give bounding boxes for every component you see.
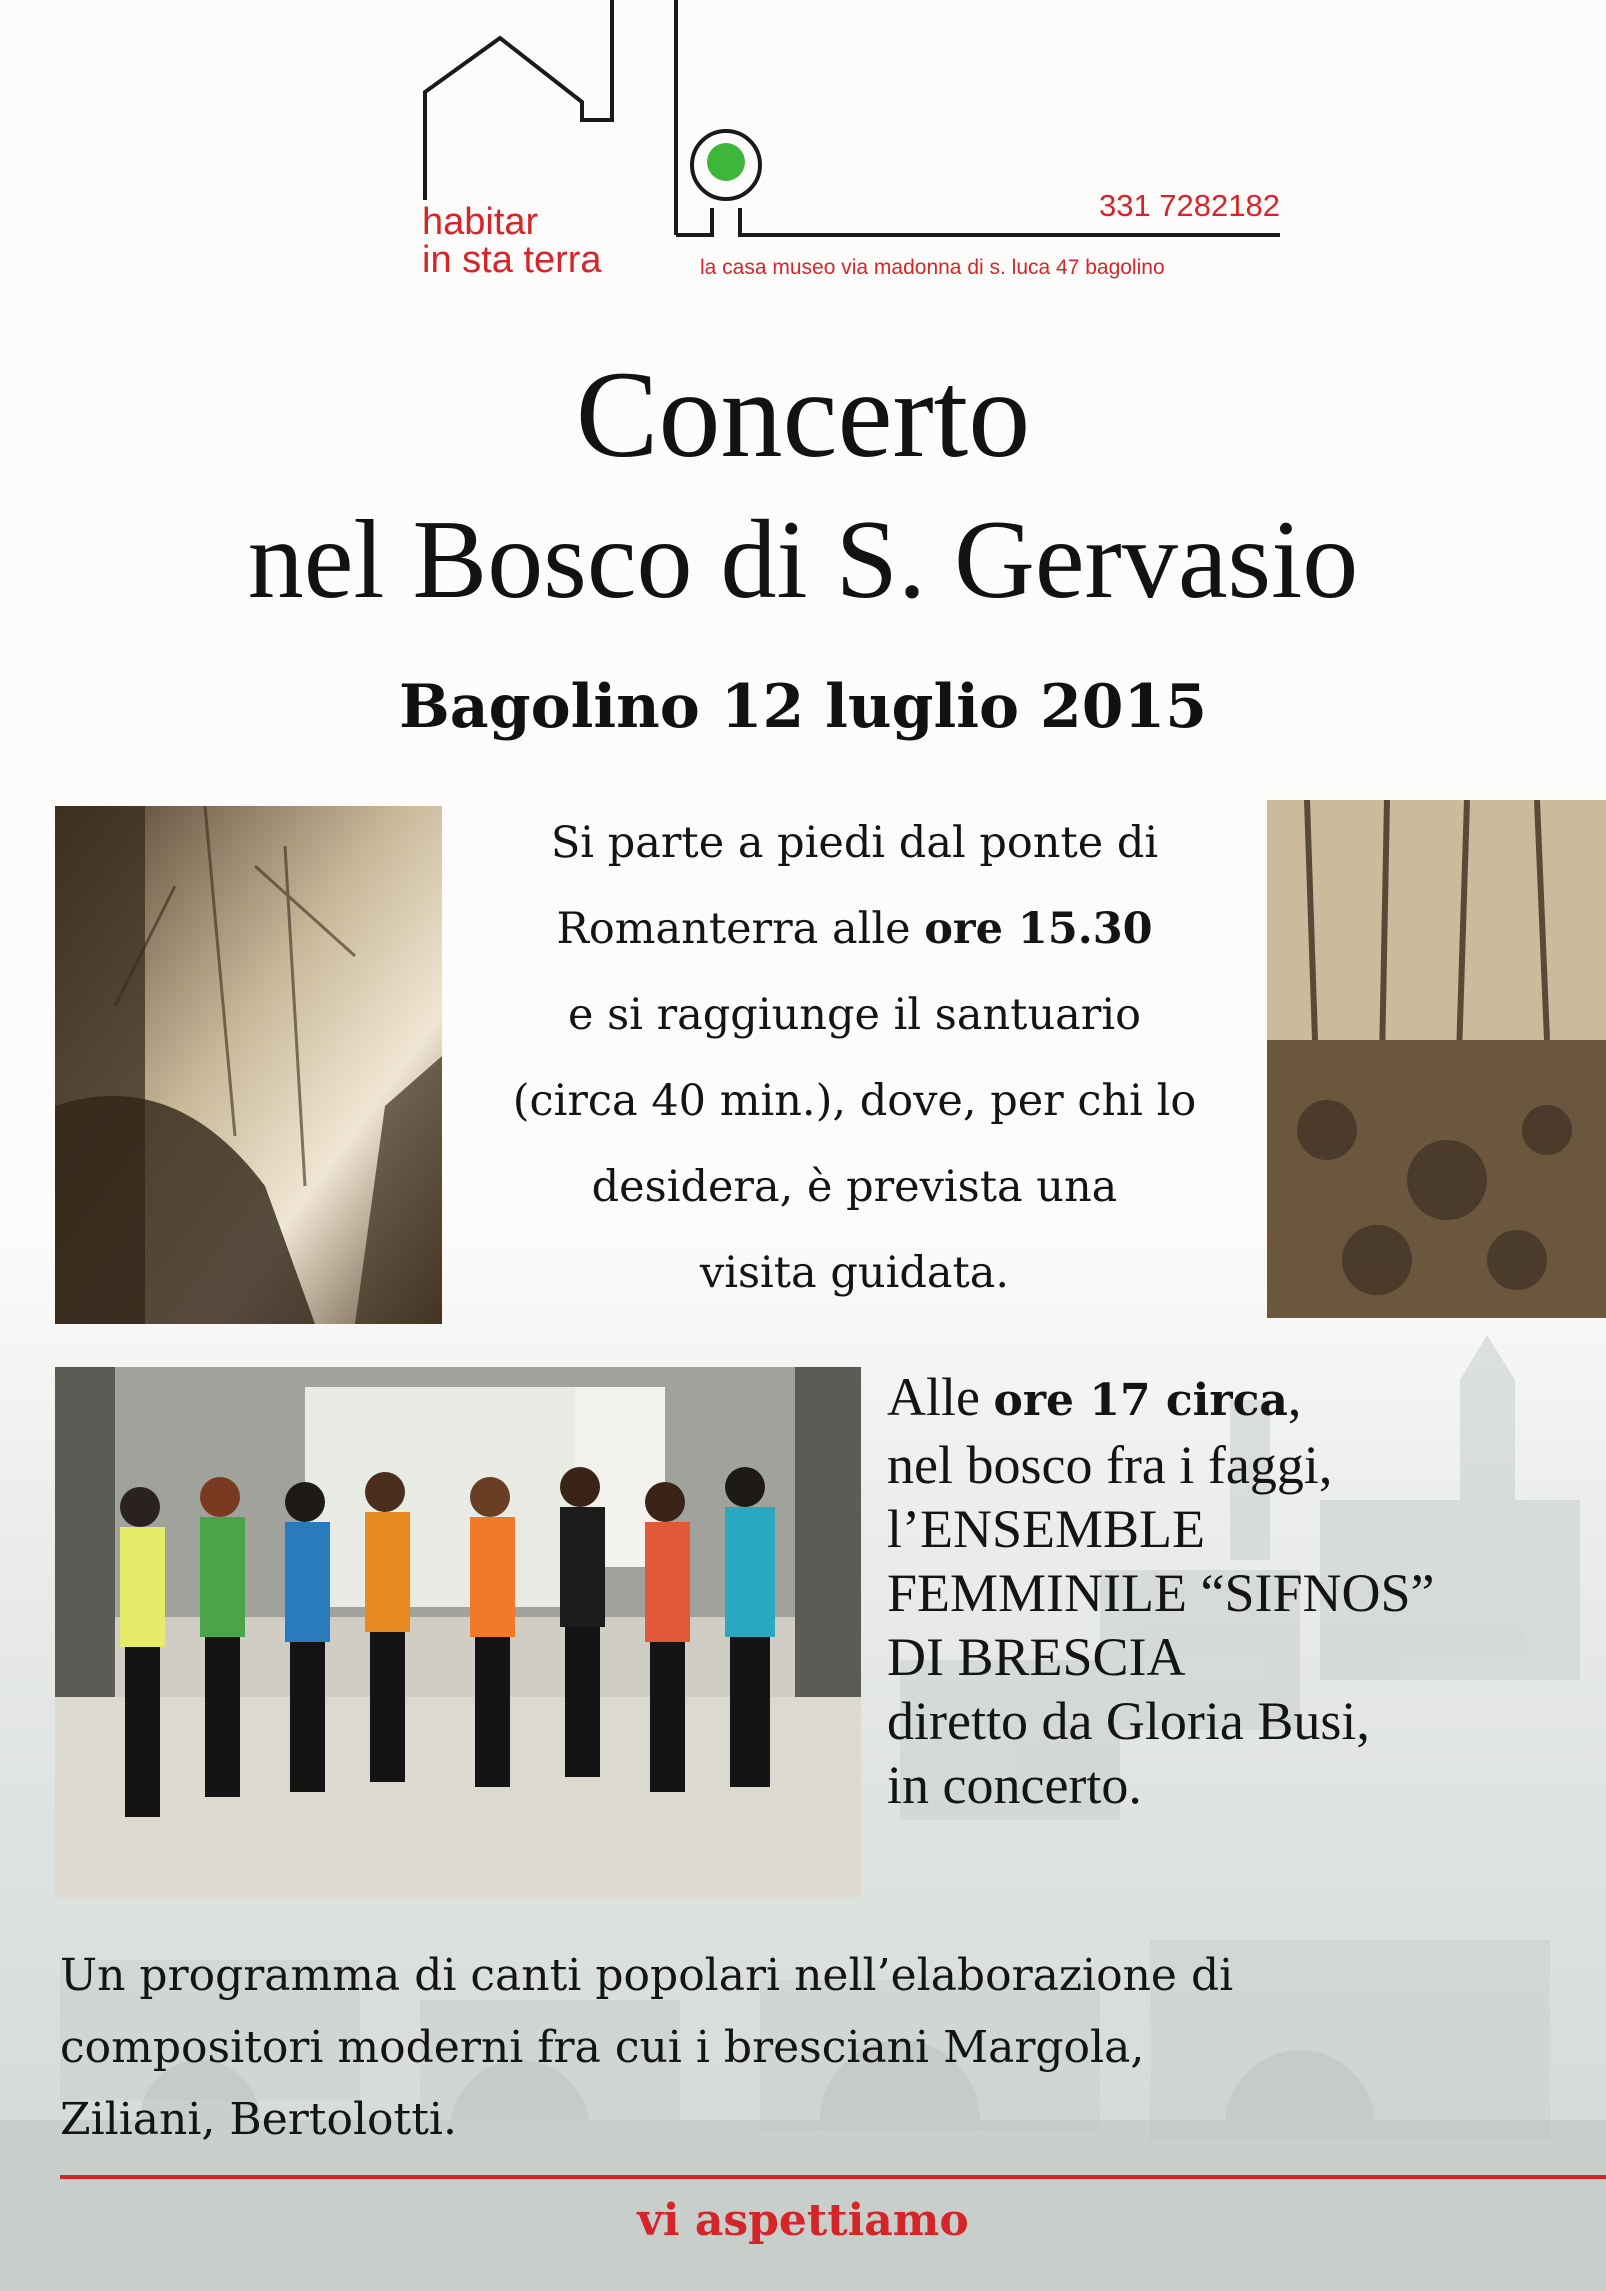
concert-line: DI BRESCIA (887, 1627, 1186, 1687)
program-line: Ziliani, Bertolotti. (60, 2094, 457, 2145)
organizer-logo (0, 0, 1606, 320)
concert-text: , (1287, 1367, 1302, 1427)
concert-line: in concerto. (887, 1755, 1142, 1815)
concert-description (887, 1365, 1606, 1817)
intro-text: Romanterra alle (556, 904, 925, 954)
poster-subtitle: nel Bosco di S. Gervasio (247, 498, 1359, 622)
intro-line: e si raggiunge il santuario (567, 990, 1141, 1040)
program-description (60, 1940, 1580, 2156)
organizer-phone: 331 7282182 (1098, 188, 1280, 223)
red-divider (60, 2175, 1606, 2179)
forest-photo-right (1267, 800, 1606, 1318)
closing-message: vi aspettiamo (637, 2195, 969, 2246)
program-line: compositori moderni fra cui i bresciani Margola, (60, 2022, 1145, 2073)
concert-time-line (887, 1365, 1606, 1433)
concert-line: FEMMINILE “SIFNOS” (887, 1563, 1435, 1623)
organizer-name: habitar in sta terra (422, 201, 602, 281)
intro-line (442, 886, 1267, 972)
concert-line: nel bosco fra i faggi, (887, 1435, 1333, 1495)
choir-photo (55, 1367, 861, 1897)
organizer-address: la casa museo via madonna di s. luca 47 bagolino (700, 256, 1165, 279)
program-line: Un programma di canti popolari nell’elaborazione di (60, 1950, 1234, 2001)
intro-line: Si parte a piedi dal ponte di (550, 818, 1159, 868)
concert-text: Alle (887, 1367, 994, 1427)
intro-line: (circa 40 min.), dove, per chi lo (512, 1076, 1197, 1126)
walk-description (442, 800, 1267, 1316)
event-date: Bagolino 12 luglio 2015 (399, 672, 1207, 742)
poster-title: Concerto (575, 346, 1031, 483)
intro-line: visita guidata. (699, 1248, 1010, 1298)
concert-time: ore 17 circa (993, 1375, 1288, 1426)
intro-line: desidera, è prevista una (591, 1162, 1118, 1212)
concert-line: l’ENSEMBLE (887, 1499, 1205, 1559)
concert-line: diretto da Gloria Busi, (887, 1691, 1370, 1751)
start-time: ore 15.30 (924, 904, 1153, 954)
forest-photo-left (55, 806, 442, 1324)
